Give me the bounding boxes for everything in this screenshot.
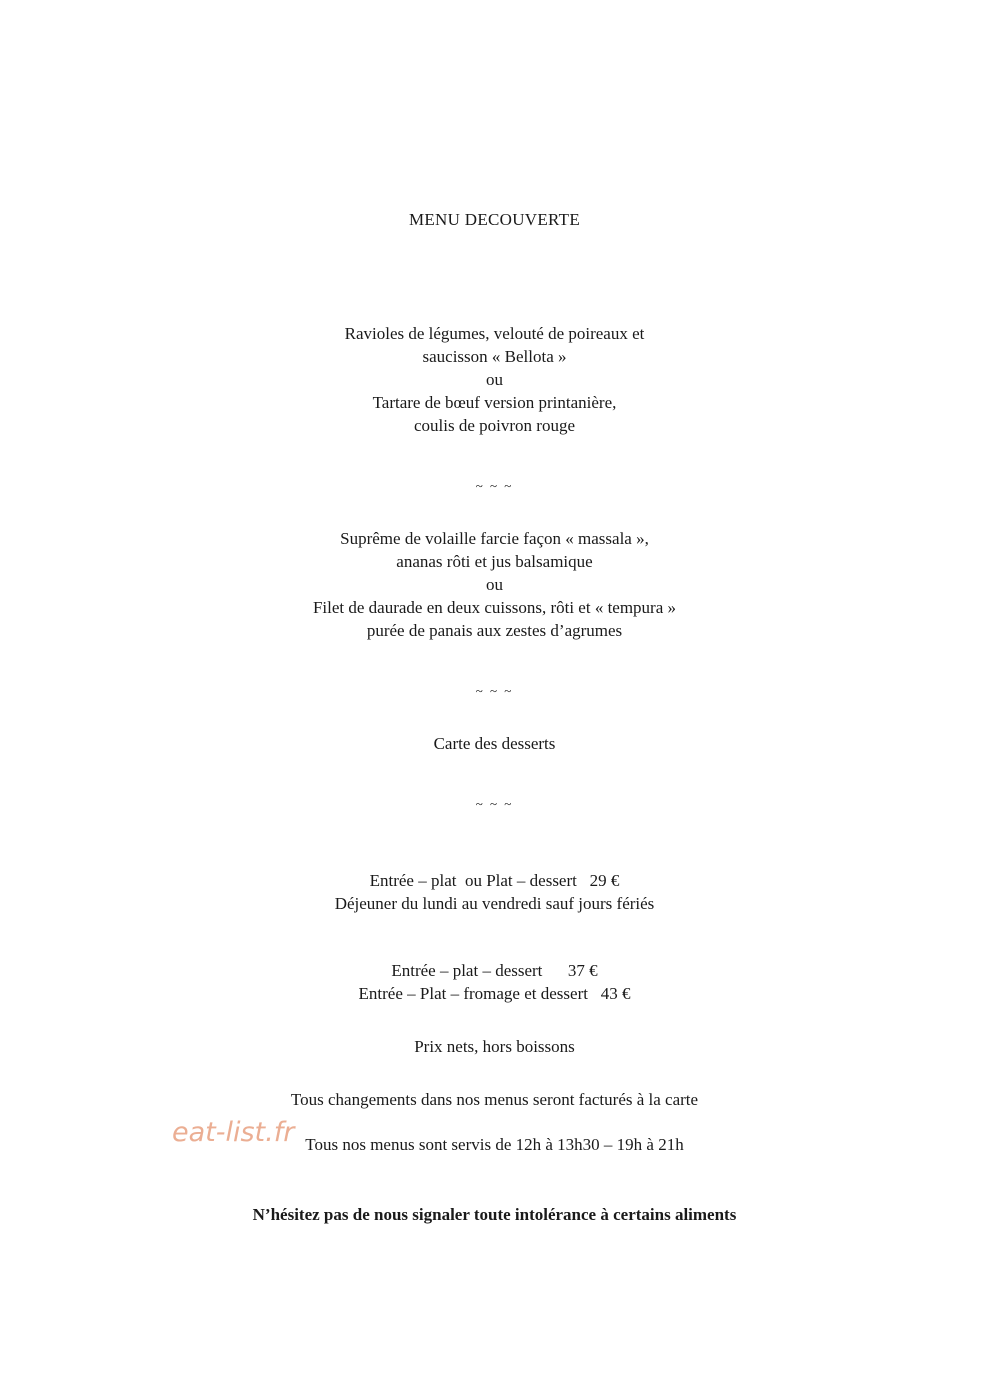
starter-option-2-line-1: Tartare de bœuf version printanière, — [372, 393, 617, 412]
main-option-1-line-2: ananas rôti et jus balsamique — [396, 552, 593, 571]
starter-option-2-line-2: coulis de poivron rouge — [414, 416, 575, 435]
separator-2: ~ ~ ~ — [475, 683, 514, 698]
separator-1: ~ ~ ~ — [475, 478, 514, 493]
lunch-formula-price: Entrée – plat ou Plat – dessert 29 € — [369, 871, 620, 890]
formula-37-price: Entrée – plat – dessert 37 € — [391, 961, 598, 980]
main-option-1-line-1: Suprême de volaille farcie façon « massala », — [340, 529, 649, 548]
formula-43-price: Entrée – Plat – fromage et dessert 43 € — [358, 984, 631, 1003]
net-prices-note: Prix nets, hors boissons — [414, 1037, 575, 1056]
allergy-note: N’hésitez pas de nous signaler toute intolérance à certains aliments — [252, 1205, 737, 1224]
dessert-line: Carte des desserts — [433, 734, 556, 753]
lunch-formula-note: Déjeuner du lundi au vendredi sauf jours fériés — [334, 894, 655, 913]
starter-option-1-line-2: saucisson « Bellota » — [422, 347, 567, 366]
main-option-2-line-1: Filet de daurade en deux cuissons, rôti et « tempura » — [312, 598, 677, 617]
changes-note: Tous changements dans nos menus seront facturés à la carte — [290, 1090, 699, 1109]
starter-or: ou — [486, 370, 503, 389]
starter-option-1-line-1: Ravioles de légumes, velouté de poireaux et — [344, 324, 645, 343]
menu-title: MENU DECOUVERTE — [408, 210, 581, 229]
hours-note: Tous nos menus sont servis de 12h à 13h30 – 19h à 21h — [305, 1135, 684, 1154]
main-option-2-line-2: purée de panais aux zestes d’agrumes — [366, 621, 623, 640]
watermark: eat-list.fr — [172, 1117, 295, 1148]
main-or: ou — [486, 575, 503, 594]
separator-3: ~ ~ ~ — [475, 796, 514, 811]
